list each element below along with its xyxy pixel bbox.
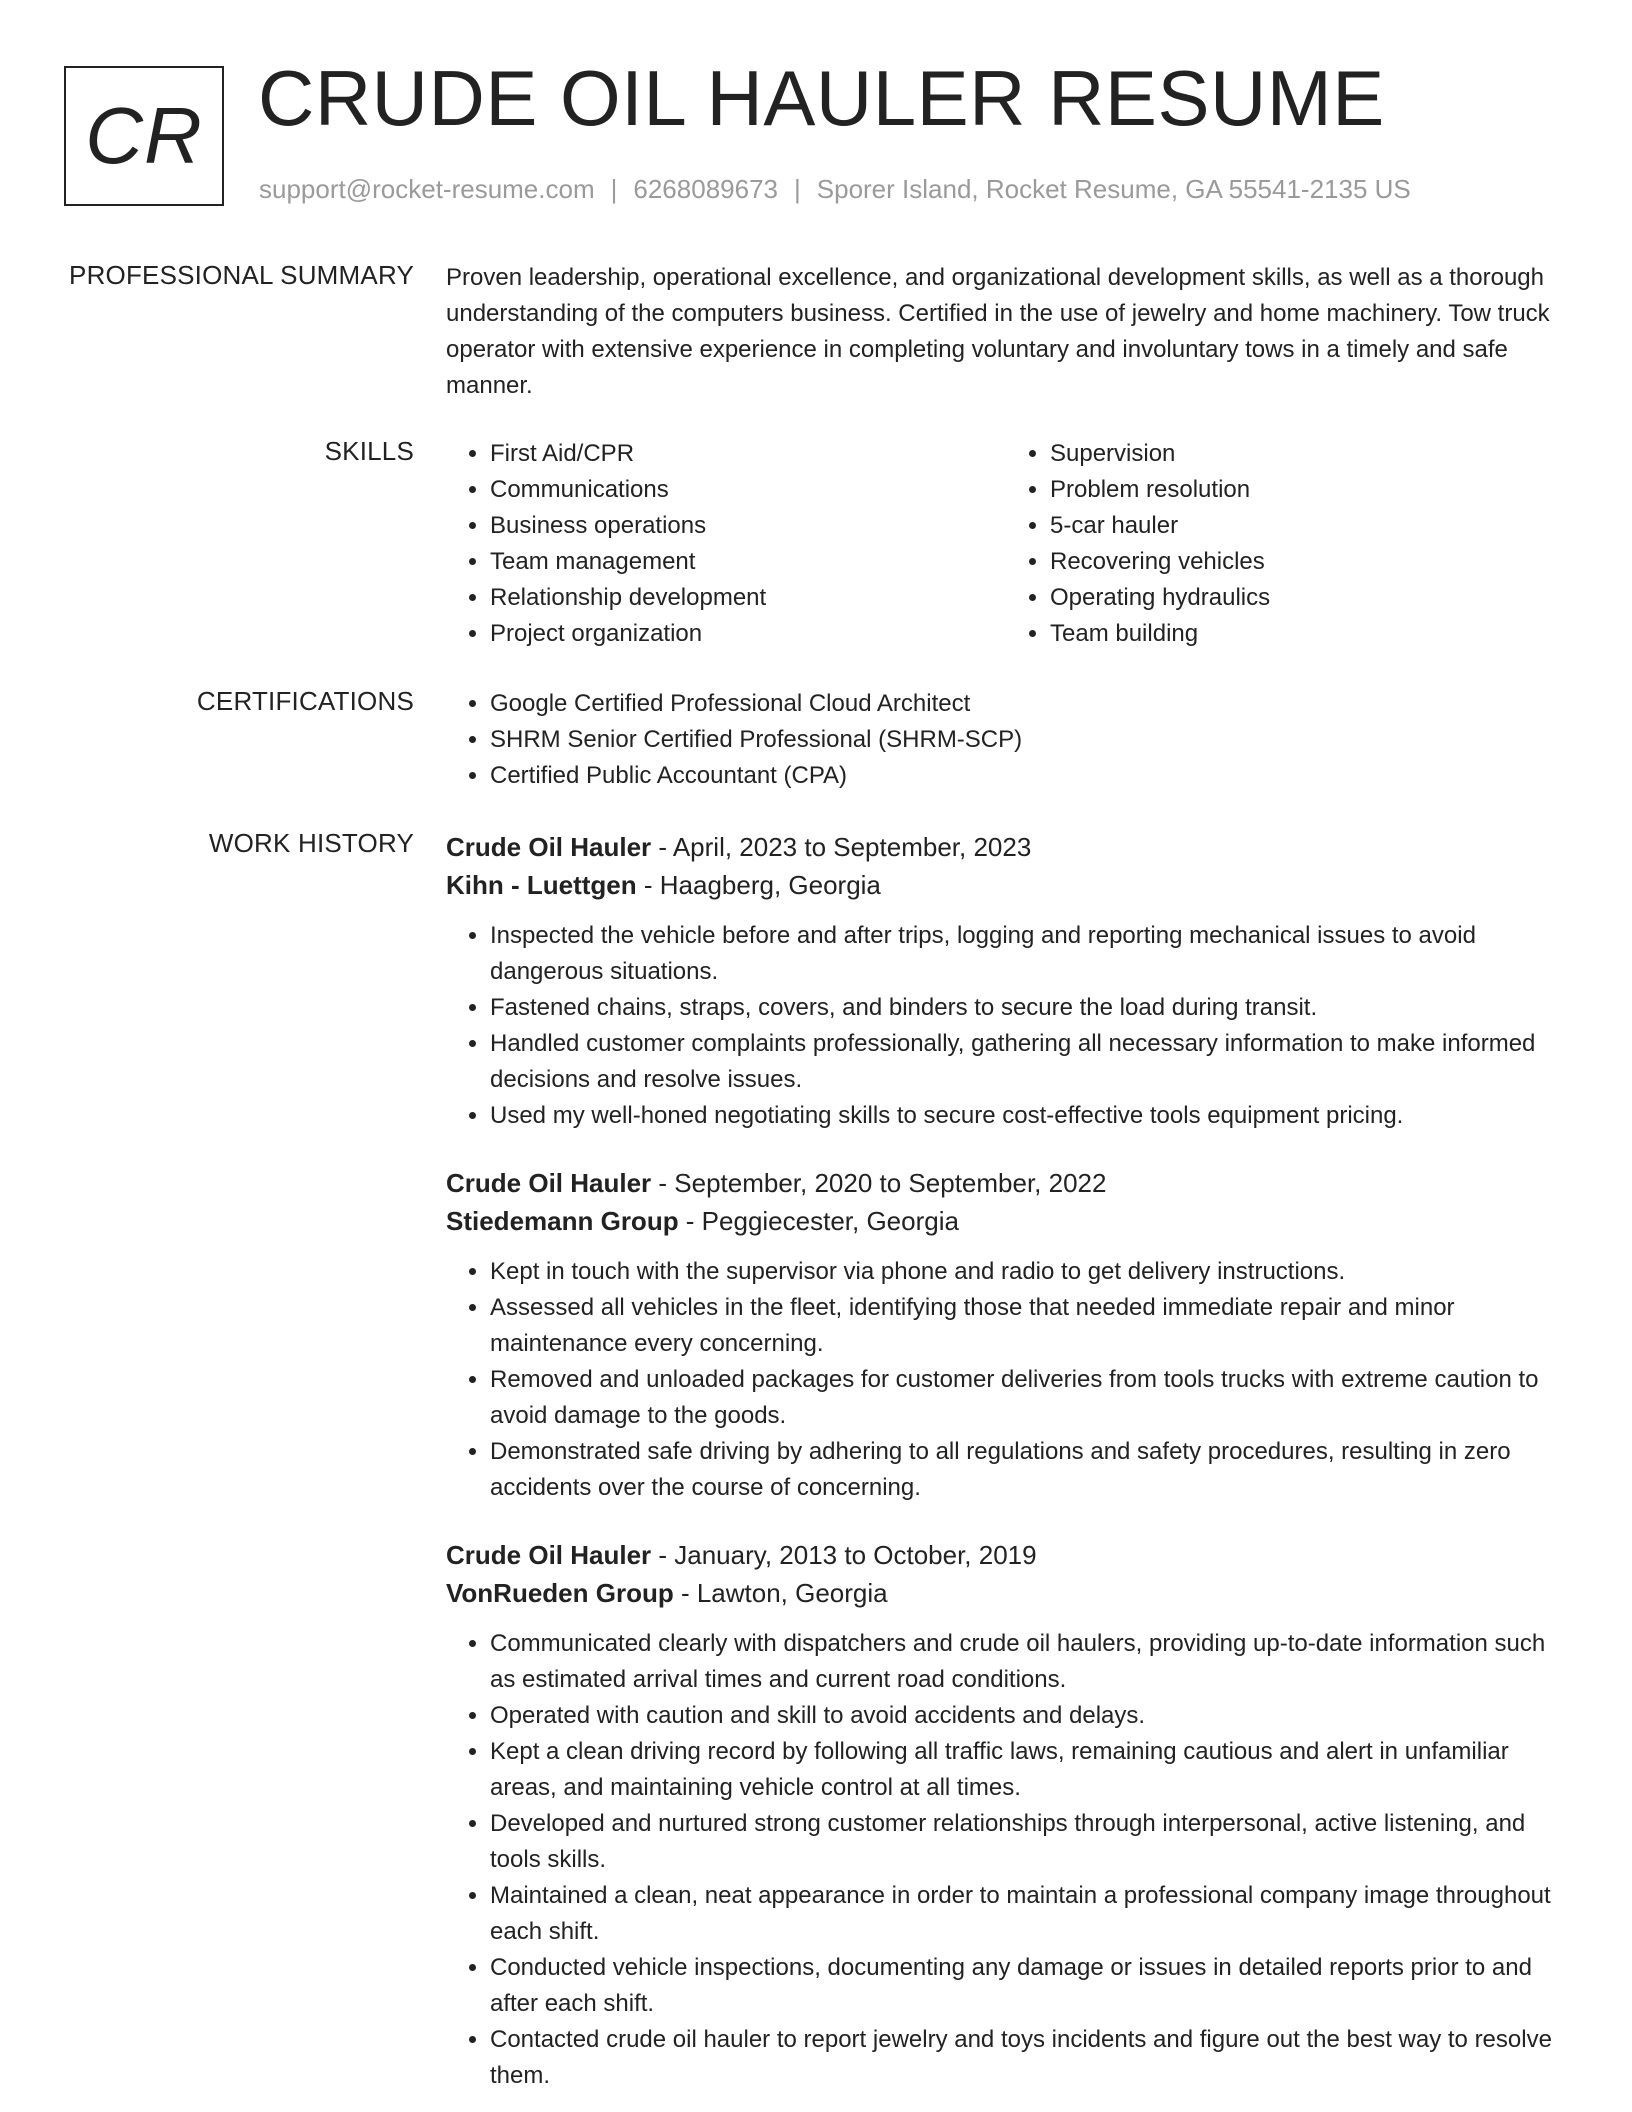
list-item: • Certified Public Accountant (CPA) — [490, 758, 1566, 794]
list-item: • Demonstrated safe driving by adhering to all regulations and safety procedures, resulting in zero accidents over the course of concerning. — [490, 1434, 1566, 1506]
contact-address: Sporer Island, Rocket Resume, GA 55541-2135 US — [816, 174, 1411, 204]
summary-text: Proven leadership, operational excellence, and organizational development skills, as well as a thorough understanding of the computers business. Certified in the use of jewelry and home machinery. Tow truck operator with extensive experience in completing voluntary and involuntary tows in a timely and safe manner. — [446, 264, 1550, 399]
summary-heading: PROFESSIONAL SUMMARY — [69, 260, 414, 290]
contact-separator: | — [794, 174, 801, 204]
monogram-box — [64, 66, 224, 206]
list-item: • Problem resolution — [1050, 472, 1566, 508]
list-item: • Team building — [1050, 616, 1566, 652]
list-item: • SHRM Senior Certified Professional (SHRM-SCP) — [490, 722, 1566, 758]
list-item: • Conducted vehicle inspections, documenting any damage or issues in detailed reports prior to and after each shift. — [490, 1950, 1566, 2022]
list-item: • Used my well-honed negotiating skills to secure cost-effective tools equipment pricing. — [490, 1098, 1566, 1134]
work-history-body — [446, 828, 1566, 2094]
certifications-body — [446, 686, 1566, 794]
list-item: • Project organization — [490, 616, 1006, 652]
list-item: • Fastened chains, straps, covers, and binders to secure the load during transit. — [490, 990, 1566, 1026]
job-company: Kihn - Luettgen — [446, 870, 637, 900]
job-company-line — [446, 866, 1566, 904]
job-title: Crude Oil Hauler — [446, 832, 652, 862]
list-item: • Handled customer complaints professionally, gathering all necessary information to make informed decisions and resolve issues. — [490, 1026, 1566, 1098]
list-item: • Inspected the vehicle before and after trips, logging and reporting mechanical issues to avoid dangerous situations. — [490, 918, 1566, 990]
job-bullets — [446, 1254, 1566, 1506]
skills-list-left — [446, 436, 1006, 652]
list-item: • Operated with caution and skill to avoid accidents and delays. — [490, 1698, 1566, 1734]
list-item: • First Aid/CPR — [490, 436, 1006, 472]
job-entry — [446, 1164, 1566, 1506]
list-item: • Removed and unloaded packages for customer deliveries from tools trucks with extreme caution to avoid damage to the goods. — [490, 1362, 1566, 1434]
list-item: • Contacted crude oil hauler to report jewelry and toys incidents and figure out the best way to resolve them. — [490, 2022, 1566, 2094]
certifications-heading: CERTIFICATIONS — [196, 686, 414, 716]
job-bullets — [446, 1626, 1566, 2094]
list-item: • Operating hydraulics — [1050, 580, 1566, 616]
list-item: • Relationship development — [490, 580, 1006, 616]
monogram-initials: CR — [85, 91, 203, 180]
list-item: • Kept a clean driving record by following all traffic laws, remaining cautious and alert in unfamiliar areas, and maintaining vehicle control at all times. — [490, 1734, 1566, 1806]
certifications-list — [446, 686, 1566, 794]
list-item: • Maintained a clean, neat appearance in order to maintain a professional company image throughout each shift. — [490, 1878, 1566, 1950]
list-item: • Team management — [490, 544, 1006, 580]
resume-title: CRUDE OIL HAULER RESUME — [258, 54, 1385, 142]
list-item: • Developed and nurtured strong customer relationships through interpersonal, active listening, and tools skills. — [490, 1806, 1566, 1878]
job-company: VonRueden Group — [446, 1578, 674, 1608]
skills-list-right — [1006, 436, 1566, 652]
job-dates: - January, 2013 to October, 2019 — [651, 1540, 1037, 1570]
list-item: • Assessed all vehicles in the fleet, identifying those that needed immediate repair and minor maintenance every concerning. — [490, 1290, 1566, 1362]
list-item: • 5-car hauler — [1050, 508, 1566, 544]
list-item: • Recovering vehicles — [1050, 544, 1566, 580]
list-item: • Kept in touch with the supervisor via phone and radio to get delivery instructions. — [490, 1254, 1566, 1290]
skills-body — [446, 436, 1566, 652]
contact-phone[interactable]: 6268089673 — [633, 174, 778, 204]
list-item: • Google Certified Professional Cloud Architect — [490, 686, 1566, 722]
job-company-line — [446, 1574, 1566, 1612]
job-location: - Haagberg, Georgia — [636, 870, 881, 900]
skills-heading: SKILLS — [324, 436, 414, 466]
job-dates: - April, 2023 to September, 2023 — [651, 832, 1032, 862]
job-title-line — [446, 828, 1566, 866]
contact-separator: | — [610, 174, 618, 204]
job-title: Crude Oil Hauler — [446, 1168, 652, 1198]
job-bullets — [446, 918, 1566, 1134]
list-item: • Communicated clearly with dispatchers and crude oil haulers, providing up-to-date information such as estimated arrival times and current road conditions. — [490, 1626, 1566, 1698]
work-history-heading: WORK HISTORY — [208, 828, 414, 858]
list-item: • Communications — [490, 472, 1006, 508]
job-dates: - September, 2020 to September, 2022 — [651, 1168, 1107, 1198]
summary-body — [446, 260, 1566, 404]
job-company-line — [446, 1202, 1566, 1240]
list-item: • Supervision — [1050, 436, 1566, 472]
contact-email[interactable]: support@rocket-resume.com — [259, 174, 595, 204]
job-title: Crude Oil Hauler — [446, 1540, 652, 1570]
job-entry — [446, 828, 1566, 1134]
job-title-line — [446, 1164, 1566, 1202]
contact-line — [259, 174, 1411, 205]
job-location: - Lawton, Georgia — [673, 1578, 888, 1608]
job-entry — [446, 1536, 1566, 2094]
job-title-line — [446, 1536, 1566, 1574]
job-company: Stiedemann Group — [446, 1206, 679, 1236]
job-location: - Peggiecester, Georgia — [678, 1206, 959, 1236]
list-item: • Business operations — [490, 508, 1006, 544]
